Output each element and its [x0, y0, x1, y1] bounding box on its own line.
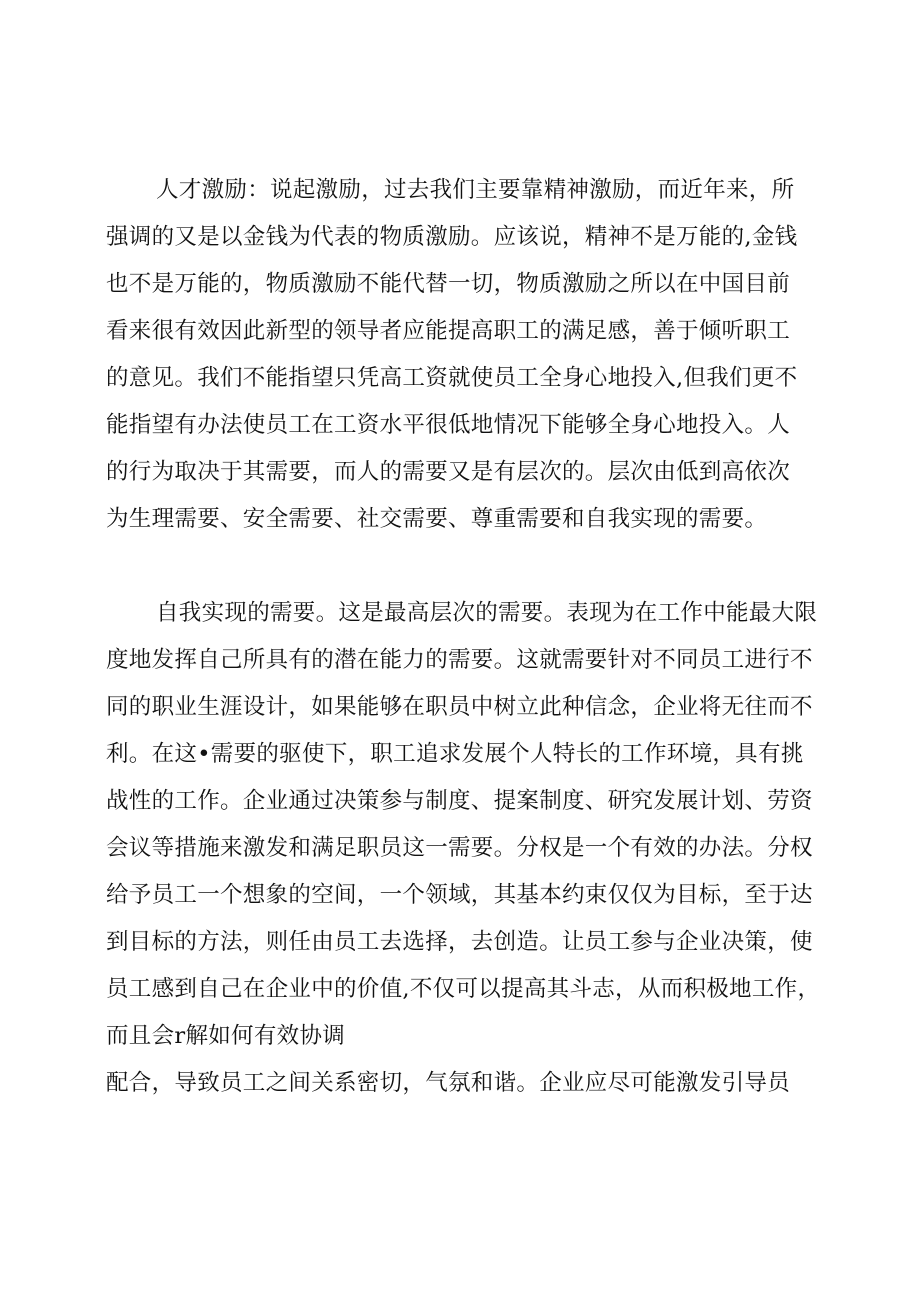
- paragraph-line: 战性的工作。企业通过决策参与制度、提案制度、研究发展计划、劳资: [106, 788, 813, 814]
- paragraph-line: 的意见。我们不能指望只凭高工资就使员工全身心地投入,但我们更不: [106, 365, 798, 391]
- paragraph-line: 给予员工一个想象的空间，一个领域，其基本约束仅仅为目标，至于达: [106, 882, 813, 908]
- paragraph-line: 的行为取决于其需要，而人的需要又是有层次的。层次由低到高依次: [106, 459, 791, 485]
- paragraph-line: 自我实现的需要。这是最高层次的需要。表现为在工作中能最大限: [156, 600, 818, 626]
- paragraph-line: 而且会r解如何有效协调: [106, 1023, 346, 1049]
- paragraph-line: 为生理需要、安全需要、社交需要、尊重需要和自我实现的需要。: [106, 506, 768, 532]
- paragraph-line: 强调的又是以金钱为代表的物质激励。应该说，精神不是万能的,金钱: [106, 224, 798, 250]
- paragraph-line: 也不是万能的，物质激励不能代替一切，物质激励之所以在中国目前: [106, 271, 791, 297]
- paragraph-line: 度地发挥自己所具有的潜在能力的需要。这就需要针对不同员工进行不: [106, 647, 813, 673]
- paragraph-line: 员工感到自己在企业中的价值,不仅可以提高其斗志，从而积极地工作，: [106, 976, 821, 1002]
- paragraph-line: 利。在这•需要的驱使下，职工追求发展个人特长的工作环境，具有挑: [106, 741, 804, 767]
- paragraph-line: 配合，导致员工之间关系密切，气氛和谐。企业应尽可能激发引导员: [106, 1070, 791, 1096]
- paragraph-line: 到目标的方法，则任由员工去选择，去创造。让员工参与企业决策，使: [106, 929, 813, 955]
- paragraph-line: 人才激励：说起激励，过去我们主要靠精神激励，而近年来，所: [156, 177, 795, 203]
- paragraph-line: 看来很有效因此新型的领导者应能提高职工的满足感，善于倾听职工: [106, 318, 791, 344]
- paragraph-line: 会议等措施来激发和满足职员这一需要。分权是一个有效的办法。分权: [106, 835, 813, 861]
- paragraph-line: 能指望有办法使员工在工资水平很低地情况下能够全身心地投入。人: [106, 412, 791, 438]
- paragraph-line: 同的职业生涯设计，如果能够在职员中树立此种信念，企业将无往而不: [106, 694, 813, 720]
